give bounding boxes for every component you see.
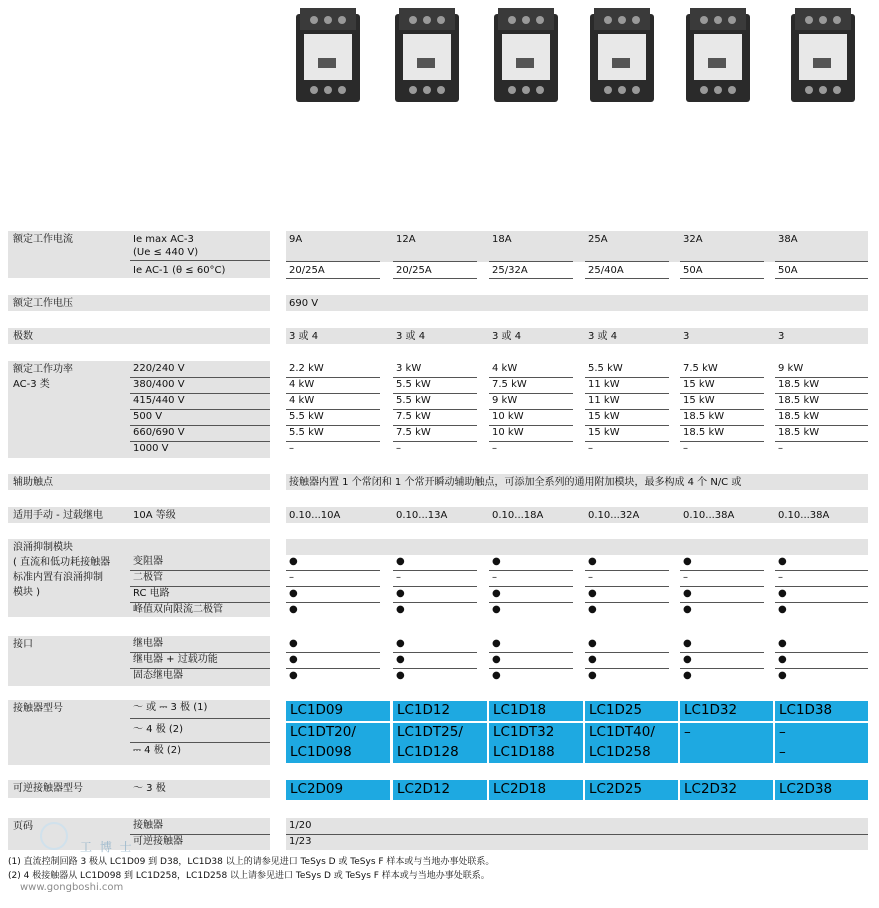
surge-head-bg [286, 539, 868, 555]
surge-module-label: 浪涌抑制模块 [13, 542, 73, 553]
rated-voltage-label: 额定工作电压 [13, 298, 73, 309]
model-4p-dc-cell [680, 743, 773, 763]
surge-cell: ● [680, 587, 764, 603]
interface-cell: ● [492, 670, 501, 681]
surge-cell: – [775, 571, 868, 587]
surge-module-label: 模块 ) [13, 587, 41, 598]
interface-cell: ● [286, 637, 380, 653]
interface-cell: ● [775, 637, 868, 653]
current-ac1-cell: 20/25A [393, 264, 477, 279]
reversing-model-label: 可逆接触器型号 [13, 783, 83, 794]
relay-cell: 0.10...10A [289, 510, 341, 521]
power-voltage-label: 1000 V [133, 443, 169, 454]
model-4p-ac-cell: LC1DT20/ [286, 723, 390, 743]
surge-cell: ● [393, 587, 477, 603]
model-type-label: ⎓ 4 极 (2) [133, 745, 182, 756]
relay-class-label: 10A 等级 [133, 510, 176, 521]
contactor-image [488, 2, 564, 106]
interface-cell: ● [585, 637, 669, 653]
power-cell: 10 kW [489, 410, 573, 426]
current-ac1-cell: 25/32A [489, 264, 573, 279]
surge-cell: – [286, 571, 380, 587]
ie-max-label: Ie max AC-3 [133, 234, 194, 245]
relay-cell: 0.10...38A [683, 510, 735, 521]
reversing-model-cell: LC2D18 [489, 780, 583, 800]
power-cell: – [588, 443, 593, 454]
poles-label-bg [8, 328, 270, 344]
model-type-label: ～ 4 极 (2) [130, 723, 270, 743]
surge-cell: ● [778, 604, 787, 615]
relay-cell: 0.10...13A [396, 510, 448, 521]
current-ac3-cell: 9A [286, 233, 380, 262]
interface-cell: ● [683, 670, 692, 681]
power-cell: 2.2 kW [286, 362, 380, 378]
surge-cell: ● [585, 587, 669, 603]
interface-cell: ● [289, 670, 298, 681]
power-cell: 4 kW [489, 362, 573, 378]
interface-type-label: 继电器 [130, 637, 270, 653]
surge-cell: ● [393, 555, 477, 571]
page-number-link[interactable]: 1/20 [286, 819, 868, 835]
poles-cell: 3 [683, 331, 690, 342]
interface-cell: ● [489, 653, 573, 669]
model-3p-cell: LC1D09 [286, 701, 390, 721]
model-4p-ac-cell: – [775, 723, 868, 743]
product-images [282, 0, 874, 120]
power-cell: 9 kW [489, 394, 573, 410]
surge-cell: ● [289, 604, 298, 615]
surge-cell: ● [680, 555, 764, 571]
contactor-image [584, 2, 660, 106]
watermark-url[interactable]: www.gongboshi.com [20, 882, 124, 893]
aux-contacts-label: 辅助触点 [13, 477, 53, 488]
surge-module-label: ( 直流和低功耗接触器 [13, 557, 111, 568]
power-cell: 3 kW [393, 362, 477, 378]
power-cell: 9 kW [775, 362, 868, 378]
power-cell: 7.5 kW [489, 378, 573, 394]
interface-cell: ● [286, 653, 380, 669]
reversing-type-label: ～ 3 极 [133, 783, 166, 794]
current-ac3-cell: 25A [585, 233, 669, 262]
overload-relay-label: 适用手动 - 过载继电 [13, 510, 103, 521]
model-3p-cell: LC1D12 [393, 701, 487, 721]
relay-cell: 0.10...32A [588, 510, 640, 521]
model-3p-cell: LC1D38 [775, 701, 868, 721]
interface-cell: ● [489, 637, 573, 653]
power-cell: 5.5 kW [393, 378, 477, 394]
rated-power-label: 额定工作功率 [13, 364, 73, 375]
current-ac3-cell: 12A [393, 233, 477, 262]
power-cell: 7.5 kW [393, 426, 477, 442]
ue-label: (Ue ≤ 440 V) [130, 246, 270, 261]
reversing-model-cell: LC2D12 [393, 780, 487, 800]
contactor-image [389, 2, 465, 106]
power-cell: 15 kW [585, 410, 669, 426]
reversing-model-cell: LC2D25 [585, 780, 678, 800]
surge-cell: ● [286, 587, 380, 603]
power-voltage-label: 660/690 V [130, 426, 270, 442]
interface-cell: ● [585, 653, 669, 669]
power-cell: 15 kW [680, 378, 764, 394]
surge-type-label: RC 电路 [130, 587, 270, 603]
power-voltage-label: 380/400 V [130, 378, 270, 394]
power-voltage-label: 220/240 V [130, 362, 270, 378]
footnote: (1) 直流控制回路 3 极从 LC1D09 到 D38，LC1D38 以上的请参见进口 TeSys D 或 TeSys F 样本或与当地办事处联系。 [8, 857, 495, 867]
power-cell: – [289, 443, 294, 454]
page-label: 页码 [13, 821, 33, 832]
surge-cell: ● [585, 555, 669, 571]
relay-cell: 0.10...18A [492, 510, 544, 521]
poles-cell: 3 [778, 331, 785, 342]
page-type-label: 可逆接触器 [133, 836, 183, 847]
aux-contacts-value: 接触器内置 1 个常闭和 1 个常开瞬动辅助触点，可添加全系列的通用附加模块，最多构成 4 个 N/C 或 [289, 477, 742, 488]
interface-label: 接口 [13, 639, 33, 650]
power-voltage-label: 500 V [130, 410, 270, 426]
contactor-image [680, 2, 756, 106]
power-cell: 7.5 kW [393, 410, 477, 426]
page-type-label: 接触器 [130, 819, 270, 835]
poles-cell: 3 或 4 [289, 331, 319, 342]
current-ac1-cell: 50A [775, 264, 868, 279]
current-ac3-cell: 18A [489, 233, 573, 262]
power-cell: 18.5 kW [775, 410, 868, 426]
surge-module-label: 标准内置有浪涌抑制 [13, 572, 103, 583]
interface-cell: ● [396, 670, 405, 681]
power-cell: 4 kW [286, 394, 380, 410]
contactor-model-label: 接触器型号 [13, 703, 63, 714]
model-4p-ac-cell: – [680, 723, 773, 743]
current-ac1-cell: 50A [680, 264, 764, 279]
surge-cell: ● [489, 587, 573, 603]
power-cell: 11 kW [585, 394, 669, 410]
power-cell: 4 kW [286, 378, 380, 394]
model-4p-dc-cell: LC1D098 [286, 743, 390, 763]
model-type-label: ～ 或 ⎓ 3 极 (1) [130, 701, 270, 719]
ie-ac1-label: Ie AC-1 (θ ≤ 60°C) [133, 265, 226, 276]
model-3p-cell: LC1D32 [680, 701, 773, 721]
power-cell: – [683, 443, 688, 454]
power-voltage-label: 415/440 V [130, 394, 270, 410]
poles-cell: 3 或 4 [588, 331, 618, 342]
voltage-bg [286, 295, 868, 311]
power-cell: 7.5 kW [680, 362, 764, 378]
ac3-category-label: AC-3 类 [13, 379, 50, 390]
contactor-image [785, 2, 861, 106]
interface-type-label: 继电器 + 过载功能 [130, 653, 270, 669]
watermark-brand: 工 博 士 [80, 840, 134, 854]
power-cell: – [492, 443, 497, 454]
interface-cell: ● [393, 637, 477, 653]
rated-voltage-value: 690 V [289, 298, 319, 309]
model-3p-cell: LC1D18 [489, 701, 583, 721]
power-cell: 15 kW [585, 426, 669, 442]
model-4p-ac-cell: LC1DT40/ [585, 723, 678, 743]
reversing-model-cell: LC2D32 [680, 780, 773, 800]
power-cell: 18.5 kW [775, 394, 868, 410]
model-4p-dc-cell: – [775, 743, 868, 763]
surge-cell: ● [492, 604, 501, 615]
surge-type-label: 变阻器 [130, 555, 270, 571]
power-cell: – [778, 443, 783, 454]
current-ac3-cell: 38A [775, 233, 868, 262]
watermark-logo-icon [40, 822, 68, 850]
poles-cell: 3 或 4 [492, 331, 522, 342]
poles-label: 极数 [13, 331, 33, 342]
current-ac1-cell: 20/25A [286, 264, 380, 279]
power-cell: 5.5 kW [286, 410, 380, 426]
poles-cell: 3 或 4 [396, 331, 426, 342]
surge-cell: ● [775, 587, 868, 603]
model-4p-ac-cell: LC1DT25/ [393, 723, 487, 743]
surge-cell: ● [775, 555, 868, 571]
surge-cell: – [489, 571, 573, 587]
surge-cell: ● [286, 555, 380, 571]
contactor-image [290, 2, 366, 106]
power-cell: 18.5 kW [680, 410, 764, 426]
current-ac3-cell: 32A [680, 233, 764, 262]
surge-type-label: 峰值双向限流二极管 [133, 604, 223, 615]
interface-cell: ● [588, 670, 597, 681]
model-4p-dc-cell: LC1D188 [489, 743, 583, 763]
power-cell: 10 kW [489, 426, 573, 442]
current-ac1-cell: 25/40A [585, 264, 669, 279]
surge-cell: ● [683, 604, 692, 615]
model-4p-dc-cell: LC1D128 [393, 743, 487, 763]
model-4p-dc-cell: LC1D258 [585, 743, 678, 763]
surge-cell: – [393, 571, 477, 587]
reversing-model-cell: LC2D38 [775, 780, 868, 800]
surge-cell: – [585, 571, 669, 587]
surge-type-label: 二极管 [130, 571, 270, 587]
relay-cell: 0.10...38A [778, 510, 830, 521]
interface-cell: ● [393, 653, 477, 669]
interface-type-label: 固态继电器 [133, 670, 183, 681]
surge-cell: ● [489, 555, 573, 571]
rated-current-label: 额定工作电流 [13, 234, 73, 245]
interface-cell: ● [680, 653, 764, 669]
power-cell: 18.5 kW [775, 378, 868, 394]
footnote: (2) 4 极接触器从 LC1D098 到 LC1D258，LC1D258 以上请参见进口 TeSys D 或 TeSys F 样本或与当地办事处联系。 [8, 871, 490, 881]
interface-cell: ● [778, 670, 787, 681]
power-cell: – [396, 443, 401, 454]
power-cell: 5.5 kW [585, 362, 669, 378]
interface-cell: ● [680, 637, 764, 653]
power-cell: 5.5 kW [393, 394, 477, 410]
power-cell: 11 kW [585, 378, 669, 394]
power-cell: 5.5 kW [286, 426, 380, 442]
surge-cell: ● [588, 604, 597, 615]
power-cell: 18.5 kW [680, 426, 764, 442]
power-cell: 15 kW [680, 394, 764, 410]
model-3p-cell: LC1D25 [585, 701, 678, 721]
surge-cell: ● [396, 604, 405, 615]
page-number-link[interactable]: 1/23 [289, 836, 312, 847]
interface-cell: ● [775, 653, 868, 669]
surge-cell: – [680, 571, 764, 587]
reversing-model-cell: LC2D09 [286, 780, 390, 800]
power-cell: 18.5 kW [775, 426, 868, 442]
model-4p-ac-cell: LC1DT32 [489, 723, 583, 743]
